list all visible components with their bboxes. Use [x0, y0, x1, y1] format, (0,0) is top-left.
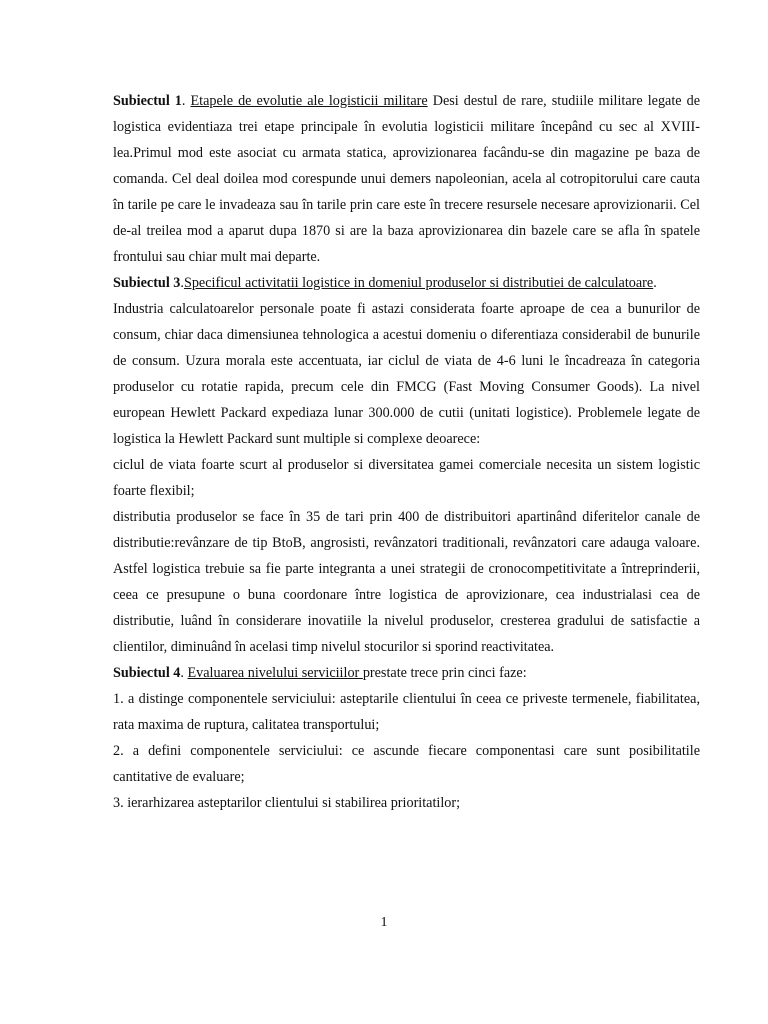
subject-3-label: Subiectul 3 — [113, 275, 181, 291]
subject-4-punctuation: . — [180, 665, 188, 681]
subject-4-item-2: 2. a defini componentele serviciului: ce ascunde fiecare componentasi care sunt posibilitatile cantitative de evaluare; — [113, 743, 700, 785]
page-body — [113, 88, 700, 816]
subject-3-paragraph-1: Industria calculatoarelor personale poate fi astazi considerata foarte aproape de cea a bunurilor de consum, chiar daca dimensiunea tehnologica a acestui domeniu o diferentiaza considerabil de bunurile de consum. Uzura morala este accentuata, iar ciclul de viata de 4-6 luni le încadreaza în categoria produselor cu rotatie rapida, precum cele din FMCG (Fast Moving Consumer Goods). La nivel european Hewlett Packard expediaza lunar 300.000 de cutii (unitati logistice). Problemele legate de logistica la Hewlett Packard sunt multiple si complexe deoarece: — [113, 301, 700, 447]
subject-4-label: Subiectul 4 — [113, 665, 181, 681]
subject-4-body: prestate trece prin cinci faze: — [362, 665, 527, 681]
subject-3-paragraph-2: ciclul de viata foarte scurt al produselor si diversitatea gamei comerciale necesita un sistem logistic foarte flexibil; — [113, 457, 700, 499]
subject-1-label: Subiectul 1 — [113, 93, 182, 109]
subject-1-title: Etapele de evolutie ale logisticii militare — [190, 93, 428, 109]
subject-4-heading — [113, 660, 700, 686]
subject-4-item-3: 3. ierarhizarea asteptarilor clientului si stabilirea prioritatilor; — [113, 795, 461, 811]
subject-4-item-1: 1. a distinge componentele serviciului: asteptarile clientului în ceea ce priveste termenele, fiabilitatea, rata maxima de ruptura, calitatea transportului; — [113, 691, 700, 733]
subject-3-title: Specificul activitatii logistice in domeniul produselor si distributiei de calculatoare — [183, 275, 654, 291]
subject-3-paragraph-3: distributia produselor se face în 35 de tari prin 400 de distribuitori apartinând diferitelor canale de distributie:revânzare de tip BtoB, angrosisti, revânzatori traditionali, revânzatori care adauga valoare. Astfel logistica trebuie sa fie parte integranta a unei strategii de cronocompetitivitate a întreprinderii, ceea ce presupune o buna coordonare între logistica de aprovizionare, cea industrialasi cea de distributie, luând în considerare inovatiile la nivelul produselor, cresterea gradului de satisfactie a clientilor, diminuând în acelasi timp nivelul stocurilor si sporind reactivitatea. — [113, 509, 700, 655]
page-number: 1 — [380, 915, 388, 930]
subject-1-paragraph — [113, 88, 700, 270]
subject-4-title: Evaluarea nivelului serviciilor — [187, 665, 363, 681]
subject-1-punctuation: . — [181, 93, 191, 109]
subject-3-title-end: . — [653, 275, 657, 291]
subject-3-punctuation: . — [180, 275, 184, 291]
subject-1-body: Desi destul de rare, studiile militare legate de logistica evidentiaza trei etape principale în evolutia logisticii militare începând cu sec al XVIII-lea.Primul mod este asociat cu armata statica, aprovizionarea facându-se din magazine pe baza de comanda. Cel deal doilea mod corespunde unui demers napoleonian, acela al cotropitorului care cauta în tarile pe care le invadeaza sau în tarile prin care este în trecere resursele necesare aprovizionarii. Cel de-al treilea mod a aparut dupa 1870 si are la baza aprovizionarea din bazele care se afla în spatele frontului sau chiar mult mai departe. — [113, 93, 701, 265]
subject-3-heading — [113, 270, 700, 296]
